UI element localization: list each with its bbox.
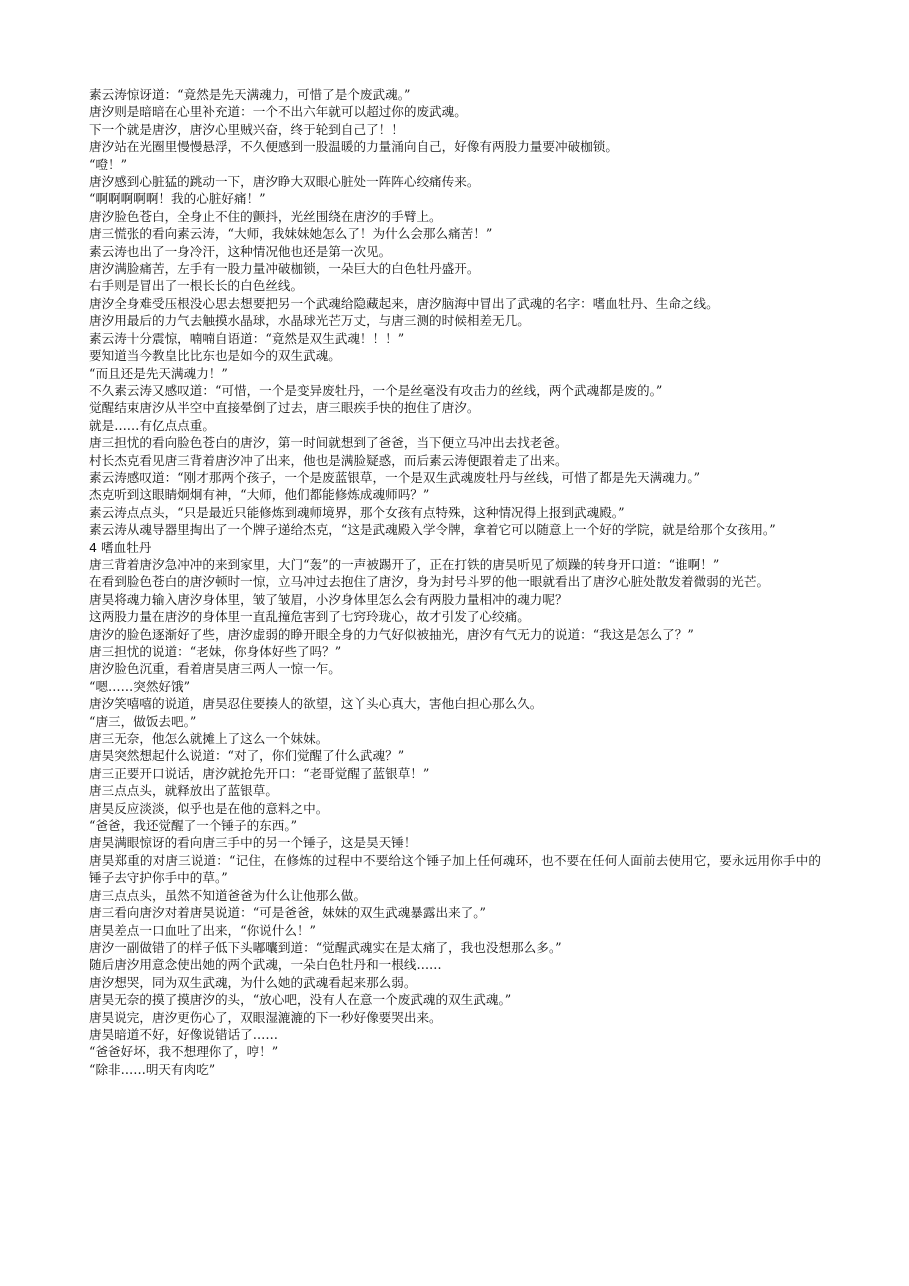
paragraph: 唐汐笑嘻嘻的说道，唐昊忍住要揍人的欲望，这丫头心真大，害他白担心那么久。: [89, 696, 543, 712]
paragraph: 唐汐感到心脏猛的跳动一下，唐汐睁大双眼心脏处一阵阵心绞痛传来。: [89, 174, 480, 190]
paragraph: 素云涛惊讶道：“竟然是先天满魂力，可惜了是个废武魂。”: [89, 87, 411, 102]
paragraph: 素云涛从魂导器里掏出了一个牌子递给杰克，“这是武魂殿入学令牌，拿着它可以随意上一个好的学院，就是给那个女孩用。”: [89, 522, 776, 538]
paragraph: 唐昊无奈的摸了摸唐汐的头，“放心吧，没有人在意一个废武魂的双生武魂。”: [89, 992, 512, 1008]
paragraph: 唐昊说完，唐汐更伤心了，双眼湿漉漉的下一秒好像要哭出来。: [89, 1009, 442, 1025]
paragraph: 随后唐汐用意念使出她的两个武魂，一朵白色牡丹和一根线……: [89, 957, 442, 973]
chapter-heading: 4 嗜血牡丹: [89, 539, 152, 555]
paragraph: “嗯……突然好饿”: [89, 678, 191, 694]
paragraph: 在看到脸色苍白的唐汐顿时一惊，立马冲过去抱住了唐汐，身为封号斗罗的他一眼就看出了唐汐心脏处散发着微弱的光芒。: [89, 574, 770, 590]
paragraph: 唐汐满脸痛苦，左手有一股力量冲破枷锁，一朵巨大的白色牡丹盛开。: [89, 261, 480, 277]
paragraph: 唐三慌张的看向素云涛，“大师，我妹妹她怎么了！为什么会那么痛苦！”: [89, 226, 493, 242]
paragraph: “唐三，做饭去吧。”: [89, 713, 197, 729]
paragraph: “爸爸，我还觉醒了一个锤子的东西。”: [89, 818, 298, 834]
paragraph: 唐三背着唐汐急冲冲的来到家里，大门“轰”的一声被踢开了，正在打铁的唐昊听见了烦躁的转身开口道：“谁啊！”: [89, 556, 720, 572]
paragraph: 唐昊将魂力输入唐汐身体里，皱了皱眉，小汐身体里怎么会有两股力量相冲的魂力呢？: [89, 591, 568, 607]
paragraph: 村长杰克看见唐三背着唐汐冲了出来，他也是满脸疑惑，而后素云涛便跟着走了出来。: [89, 452, 568, 468]
paragraph: 唐三正要开口说话，唐汐就抢先开口：“老哥觉醒了蓝银草！”: [89, 765, 430, 781]
paragraph: 唐昊差点一口血吐了出来，“你说什么！”: [89, 922, 316, 938]
paragraph: 唐汐则是暗暗在心里补充道：一个不出六年就可以超过你的废武魂。: [89, 104, 467, 120]
paragraph: 唐汐全身难受压根没心思去想要把另一个武魂给隐藏起来，唐汐脑海中冒出了武魂的名字：嗜血牡丹、生命之线。: [89, 295, 719, 311]
paragraph: 右手则是冒出了一根长长的白色丝线。: [89, 278, 304, 294]
paragraph: 唐昊暗道不好，好像说错话了……: [89, 1026, 278, 1042]
paragraph: 素云涛十分震惊，喃喃自语道：“竟然是双生武魂！！！”: [89, 330, 405, 346]
paragraph: 这两股力量在唐汐的身体里一直乱撞危害到了七窍玲珑心，故才引发了心绞痛。: [89, 609, 530, 625]
paragraph: 杰克听到这眼睛炯炯有神，“大师，他们都能修炼成魂师吗？”: [89, 487, 430, 503]
paragraph: 要知道当今教皇比比东也是如今的双生武魂。: [89, 348, 341, 364]
paragraph: 就是……有亿点点重。: [89, 417, 215, 433]
paragraph: 唐三点点头，虽然不知道爸爸为什么让他那么做。: [89, 887, 367, 903]
paragraph: 唐昊突然想起什么说道：“对了，你们觉醒了什么武魂？”: [89, 748, 405, 764]
paragraph: 唐汐站在光圈里慢慢悬浮，不久便感到一股温暖的力量涌向自己，好像有两股力量要冲破枷锁。: [89, 139, 618, 155]
paragraph: 唐汐一副做错了的样子低下头嘟囔到道：“觉醒武魂实在是太痛了，我也没想那么多。”: [89, 939, 562, 955]
paragraph: 唐汐的脸色逐渐好了些，唐汐虚弱的睁开眼全身的力气好似被抽光，唐汐有气无力的说道：“我这是怎么了？”: [89, 626, 694, 642]
paragraph: 唐汐脸色苍白，全身止不住的颤抖，光丝围绕在唐汐的手臂上。: [89, 208, 442, 224]
paragraph: “除非……明天有肉吃”: [89, 1061, 216, 1077]
paragraph: 唐三担忧的看向脸色苍白的唐汐，第一时间就想到了爸爸，当下便立马冲出去找老爸。: [89, 435, 568, 451]
paragraph: 唐三担忧的说道：“老妹，你身体好些了吗？”: [89, 644, 342, 659]
document-page: [89, 86, 821, 1078]
paragraph: “而且还是先天满魂力！”: [89, 365, 228, 381]
paragraph: 下一个就是唐汐，唐汐心里贼兴奋，终于轮到自己了！！: [89, 121, 404, 137]
paragraph: 素云涛也出了一身冷汗，这种情况他也还是第一次见。: [89, 243, 392, 259]
paragraph: 素云涛感叹道：“刚才那两个孩子，一个是废蓝银草，一个是双生武魂废牡丹与丝线，可惜了都是先天满魂力。”: [89, 469, 701, 485]
paragraph: 唐汐想哭，同为双生武魂，为什么她的武魂看起来那么弱。: [89, 974, 417, 990]
paragraph: 唐昊满眼惊讶的看向唐三手中的另一个锤子，这是昊天锤！: [89, 835, 417, 851]
paragraph: 唐三无奈，他怎么就摊上了这么一个妹妹。: [89, 731, 329, 747]
paragraph: “噔！”: [89, 156, 128, 172]
paragraph: 觉醒结束唐汐从半空中直接晕倒了过去，唐三眼疾手快的抱住了唐汐。: [89, 400, 480, 416]
paragraph: 素云涛点点头，“只是最近只能修炼到魂师境界，那个女孩有点特殊，这种情况得上报到武魂殿。”: [89, 504, 625, 520]
paragraph: “爸爸好坏，我不想理你了，哼！”: [89, 1044, 279, 1060]
paragraph: 不久素云涛又感叹道：“可惜，一个是变异废牡丹，一个是丝毫没有攻击力的丝线，两个武魂都是废的。”: [89, 382, 663, 398]
paragraph: 唐汐用最后的力气去触摸水晶球，水晶球光芒万丈，与唐三测的时候相差无几。: [89, 313, 530, 329]
paragraph: 唐三看向唐汐对着唐昊说道：“可是爸爸，妹妹的双生武魂暴露出来了。”: [89, 905, 486, 921]
paragraph: 唐昊郑重的对唐三说道：“记住，在修炼的过程中不要给这个锤子加上任何魂环，也不要在任何人面前去使用它，要永远用你手中的锤子去守护你手中的草。”: [89, 852, 821, 886]
paragraph: 唐汐脸色沉重，看着唐昊唐三两人一惊一乍。: [89, 661, 341, 677]
paragraph: “啊啊啊啊啊！我的心脏好痛！”: [89, 191, 266, 207]
paragraph: 唐三点点头，就释放出了蓝银草。: [89, 783, 278, 799]
paragraph: 唐昊反应淡淡，似乎也是在他的意料之中。: [89, 800, 329, 816]
